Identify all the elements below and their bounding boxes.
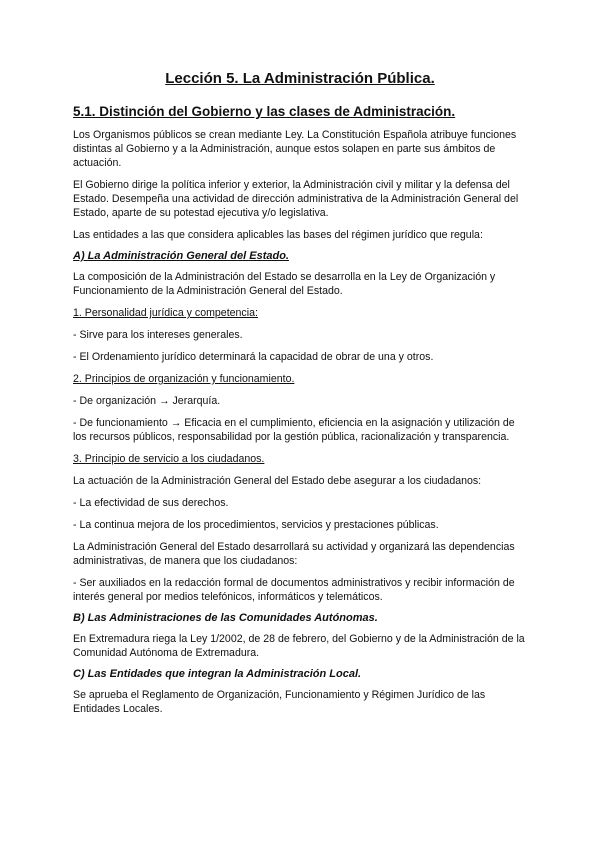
list-item: - De organización → Jerarquía. <box>73 395 221 407</box>
list-item: - La continua mejora de los procedimientos, servicios y prestaciones públicas. <box>73 519 439 531</box>
section-b-text: En Extremadura riega la Ley 1/2002, de 28 de febrero, del Gobierno y de la Administración de la Comunidad Autónoma de Extremadura. <box>73 633 525 659</box>
list-item: - El Ordenamiento jurídico determinará la capacidad de obrar de una y otros. <box>73 351 434 363</box>
list-item: - Ser auxiliados en la redacción formal de documentos administrativos y recibir información de interés general por medios telefónicos, informáticos y telemáticos. <box>73 577 515 603</box>
section-c-text: Se aprueba el Reglamento de Organización, Funcionamiento y Régimen Jurídico de las Entidades Locales. <box>73 689 486 715</box>
paragraph-1: Los Organismos públicos se crean mediante Ley. La Constitución Española atribuye funciones distintas al Gobierno y a la Administración, aunque estos solapen en parte sus ámbitos de actuación. <box>73 129 517 169</box>
subsection-3-heading: 3. Principio de servicio a los ciudadanos. <box>73 453 265 465</box>
document-title: Lección 5. La Administración Pública. <box>165 70 435 87</box>
subsection-3-intro: La actuación de la Administración General del Estado debe asegurar a los ciudadanos: <box>73 475 482 487</box>
section-a-heading: A) La Administración General del Estado. <box>73 250 289 262</box>
subsection-2-heading: 2. Principios de organización y funcionamiento. <box>73 373 295 385</box>
list-item: - De funcionamiento → Eficacia en el cumplimiento, eficiencia en la asignación y utilización de los recursos públicos, responsabilidad por la gestión pública, racionalización y transparencia. <box>73 417 515 443</box>
section-heading: 5.1. Distinción del Gobierno y las clases de Administración. <box>73 104 456 119</box>
document-body <box>73 104 528 724</box>
section-c-heading: C) Las Entidades que integran la Administración Local. <box>73 668 362 680</box>
section-a-intro: La composición de la Administración del Estado se desarrolla en la Ley de Organización y Funcionamiento de la Administración General del Estado. <box>73 271 496 297</box>
subsection-1-heading: 1. Personalidad jurídica y competencia: <box>73 307 258 319</box>
subsection-3-paragraph: La Administración General del Estado desarrollará su actividad y organizará las dependencias administrativas, de manera que los ciudadanos: <box>73 541 515 567</box>
paragraph-2: El Gobierno dirige la política inferior y exterior, la Administración civil y militar y la defensa del Estado. Desempeña una actividad de dirección administrativa de la Administración General del Estado, aparte de su potestad ejecutiva y/o legislativa. <box>73 179 519 219</box>
section-b-heading: B) Las Administraciones de las Comunidades Autónomas. <box>73 612 378 624</box>
list-item: - La efectividad de sus derechos. <box>73 497 229 509</box>
paragraph-3: Las entidades a las que considera aplicables las bases del régimen jurídico que regula: <box>73 229 483 241</box>
list-item: - Sirve para los intereses generales. <box>73 329 243 341</box>
